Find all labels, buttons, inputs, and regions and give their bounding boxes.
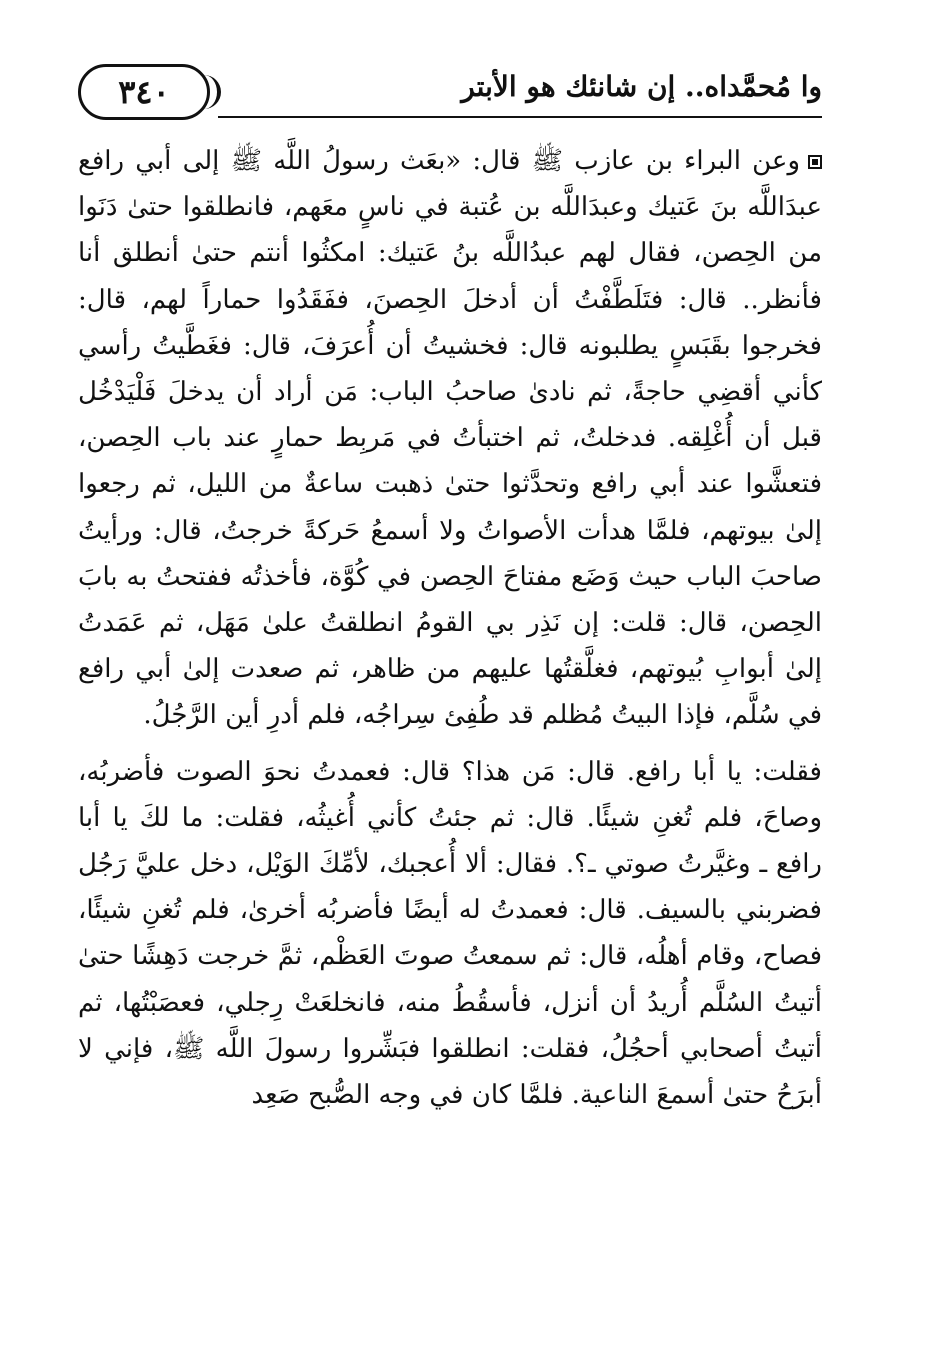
page-number: ٣٤٠ [118, 73, 170, 111]
paragraph-2: فقلت: يا أبا رافع. قال: مَن هذا؟ قال: فعمدتُ نحوَ الصوت فأضربُه، وصاحَ، فلم تُغنِ شيئًا. قال: ثم جئتُ كأني أُغيثُه، فقلت: ما لكَ يا أبا رافع ـ وغيَّرتُ صوتي ـ؟. فقال: ألا أُعجبك، لأمِّكَ الوَيْل، دخل عليَّ رَجُل فضربني بالسيف. قال: فعمدتُ له أيضًا فأضربُه أخرىٰ، فلم تُغنِ شيئًا، فصاح، وقام أهلُه، قال: ثم سمعتُ صوتَ العَظْم، ثمَّ خرجت دَهِشًا حتىٰ أتيتُ السُلَّم أُريدُ أن أنزل، فأسقُطُ منه، فانخلعَتْ رِجلي، فعصَبْتُها، ثم أتيتُ أصحابي أحجُلُ، فقلت: انطلقوا فبَشِّروا رسولَ اللَّه ﷺ، فإني لا أبرَحُ حتىٰ أسمعَ الناعية. فلمَّا كان في وجه الصُّبح صَعِد [78, 756, 823, 1111]
header-rule [218, 116, 822, 118]
body-text [78, 138, 822, 1118]
paragraph-1 [78, 138, 822, 739]
page-number-frame [78, 64, 210, 120]
running-title: وا مُحمَّداه.. إن شانئك هو الأبتر [461, 70, 822, 103]
paragraph-marker-icon [808, 155, 822, 169]
paragraph-1-text: وعن البراء بن عازب ﷺ قال: «بعَث رسولُ اللَّه ﷺ إلى أبي رافع عبدَاللَّه بنَ عَتيك وعبدَاللَّه بن عُتبة في ناسٍ معَهم، فانطلقوا حتىٰ دَنَوا من الحِصن، فقال لهم عبدُاللَّه بنُ عَتيك: امكثُوا أنتم حتىٰ أنطلق أنا فأنظر.. قال: فتَلَطَّفْتُ أن أدخلَ الحِصنَ، ففَقَدُوا حماراً لهم، قال: فخرجوا بقَبَسٍ يطلبونه قال: فخشيتُ أن أُعرَفَ، قال: فغَطَّيتُ رأسي كأني أقضِي حاجةً، ثم نادىٰ صاحبُ الباب: مَن أراد أن يدخلَ فَلْيَدْخُل قبل أن أُغْلِقه. فدخلتُ، ثم اختبأتُ في مَربِط حمارٍ عند باب الحِصن، فتعشَّوا عند أبي رافع وتحدَّثوا حتىٰ ذهبت ساعةٌ من الليل، ثم رجعوا إلىٰ بيوتهم، فلمَّا هدأت الأصواتُ ولا أسمعُ حَركةً خرجتُ، قال: ورأيتُ صاحبَ الباب حيث وَضَع مفتاحَ الحِصن في كُوَّة، فأخذتُه ففتحتُ به بابَ الحِصن، قال: قلت: إن نَذِر بي القومُ انطلقتُ علىٰ مَهَل، ثم عَمَدتُ إلىٰ أبوابِ بُيوتهم، فغلَّقتُها عليهم من ظاهر، ثم صعدت إلىٰ أبي رافع في سُلَّم، فإذا البيتُ مُظلم قد طُفِئ سِراجُه، فلم أدرِ أين الرَّجُلُ. [78, 146, 822, 731]
page-header [78, 62, 822, 124]
